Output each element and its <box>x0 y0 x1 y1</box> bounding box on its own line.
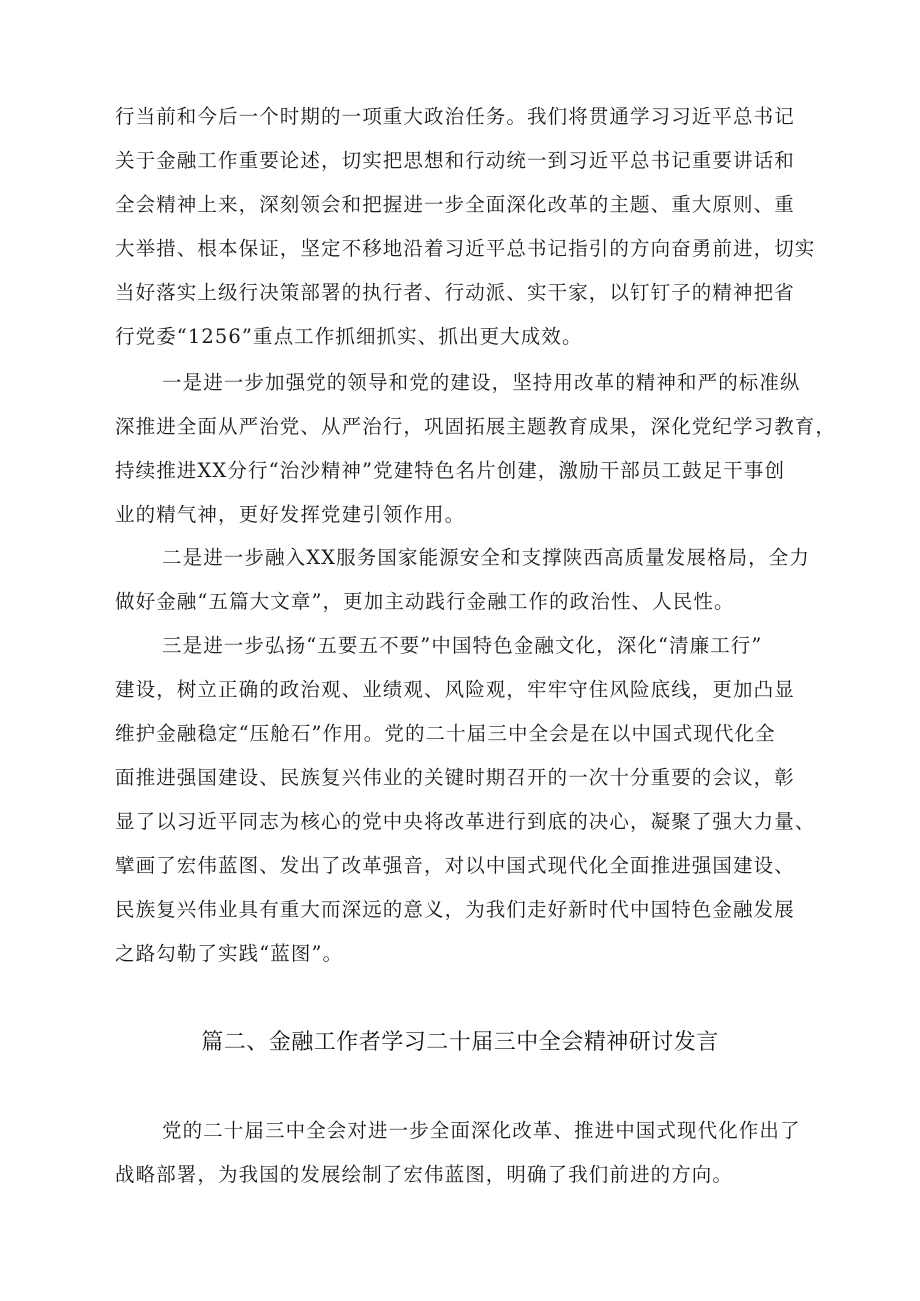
text-line: 深推进全面从严治党、从严治行，巩固拓展主题教育成果，深化党纪学习教育， <box>115 415 837 438</box>
text-line: 建设，树立正确的政治观、业绩观、风险观，牢牢守住风险底线，更加凸显 <box>115 678 795 701</box>
text-line: 维护金融稳定“压舱石”作用。党的二十届三中全会是在以中国式现代化全 <box>115 722 776 745</box>
section-heading: 篇二、金融工作者学习二十届三中全会精神研讨发言 <box>201 1030 719 1055</box>
text-line: 行当前和今后一个时期的一项重大政治任务。我们将贯通学习习近平总书记 <box>115 105 795 128</box>
text-line: 民族复兴伟业具有重大而深远的意义，为我们走好新时代中国特色金融发展 <box>115 898 795 921</box>
text-line: 二是进一步融入XX服务国家能源安全和支撑陕西高质量发展格局，全力 <box>162 546 810 569</box>
text-line: 全会精神上来，深刻领会和把握进一步全面深化改革的主题、重大原则、重 <box>115 193 795 216</box>
text-line: 业的精气神，更好发挥党建引领作用。 <box>115 503 466 526</box>
text-line: 关于金融工作重要论述，切实把思想和行动统一到习近平总书记重要讲话和 <box>115 149 795 172</box>
text-line: 持续推进XX分行“治沙精神”党建特色名片创建，激励干部员工鼓足干事创 <box>115 459 786 482</box>
text-line: 行党委“1256”重点工作抓细抓实、抓出更大成效。 <box>115 325 583 348</box>
text-line: 大举措、根本保证，坚定不移地沿着习近平总书记指引的方向奋勇前进，切实 <box>115 237 816 260</box>
text-line: 面推进强国建设、民族复兴伟业的关键时期召开的一次十分重要的会议，彰 <box>115 766 795 789</box>
text-line: 党的二十届三中全会对进一步全面深化改革、推进中国式现代化作出了 <box>162 1119 801 1142</box>
text-line: 之路勾勒了实践“蓝图”。 <box>115 942 344 965</box>
text-line: 显了以习近平同志为核心的党中央将改革进行到底的决心，凝聚了强大力量、 <box>115 810 816 833</box>
text-line: 战略部署，为我国的发展绘制了宏伟蓝图，明确了我们前进的方向。 <box>115 1163 734 1186</box>
text-line: 当好落实上级行决策部署的执行者、行动派、实干家，以钉钉子的精神把省 <box>115 281 795 304</box>
text-line: 擘画了宏伟蓝图、发出了改革强音，对以中国式现代化全面推进强国建设、 <box>115 854 795 877</box>
text-line: 三是进一步弘扬“五要五不要”中国特色金融文化，深化“清廉工行” <box>162 634 763 657</box>
text-line: 一是进一步加强党的领导和党的建设，坚持用改革的精神和严的标准纵 <box>162 371 801 394</box>
text-line: 做好金融“五篇大文章”，更加主动践行金融工作的政治性、人民性。 <box>115 590 735 613</box>
